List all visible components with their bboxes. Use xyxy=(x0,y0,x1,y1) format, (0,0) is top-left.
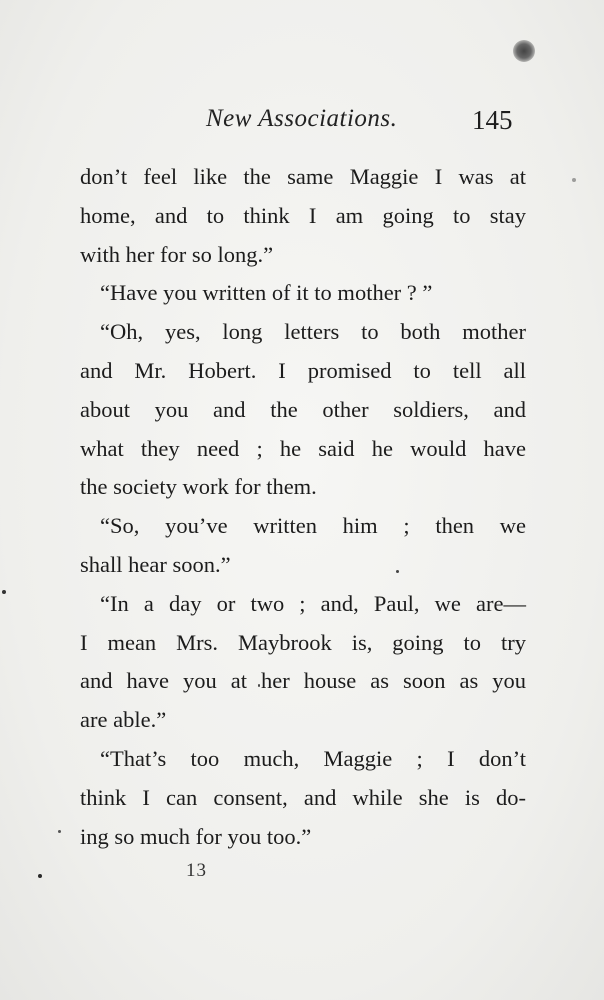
text-line: about you and the other soldiers, and xyxy=(80,396,526,422)
text-line: home, and to think I am going to stay xyxy=(80,202,526,228)
text-line: don’t feel like the same Maggie I was at xyxy=(80,164,526,189)
ink-speck xyxy=(2,590,6,594)
text-line: “So, you’ve written him ; then we xyxy=(100,513,526,539)
text-line: “In a day or two ; and, Paul, we are— xyxy=(100,590,526,616)
page-header xyxy=(0,105,604,145)
text-line: “Have you written of it to mother ? ” xyxy=(100,280,433,306)
text-line: I mean Mrs. Maybrook is, going to try xyxy=(80,629,526,655)
ink-speck xyxy=(572,178,576,182)
text-line: and Mr. Hobert. I promised to tell all xyxy=(80,357,526,383)
running-title: New Associations. xyxy=(206,105,398,132)
text-line: “Oh, yes, long letters to both mother xyxy=(100,319,526,345)
text-line: “That’s too much, Maggie ; I don’t xyxy=(100,745,526,771)
text-line: what they need ; he said he would have xyxy=(80,435,526,461)
text-line: are able.” xyxy=(80,707,167,733)
text-line: ing so much for you too.” xyxy=(80,823,312,849)
body-text xyxy=(80,158,526,856)
text-line: and have you at her house as soon as you xyxy=(80,668,526,694)
ink-blot xyxy=(513,40,535,62)
text-line: shall hear soon.” xyxy=(80,551,231,577)
text-line: think I can consent, and while she is do- xyxy=(80,784,526,810)
text-line: the society work for them. xyxy=(80,474,317,500)
signature-mark: 13 xyxy=(186,860,207,881)
ink-speck xyxy=(58,830,61,833)
page-number: 145 xyxy=(472,105,513,135)
ink-speck xyxy=(38,874,42,878)
text-line: with her for so long.” xyxy=(80,241,274,267)
